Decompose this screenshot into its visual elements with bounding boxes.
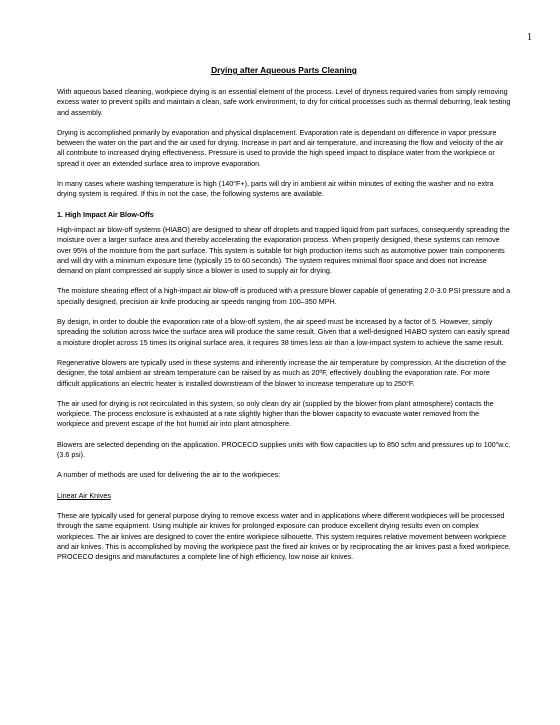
section-paragraph: The air used for drying is not recirculated in this system, so only clean dry air (supplied by the blower from plant atmosphere) contacts the workpiece. The process enclosure is exhausted at a rate slightly higher than the blower capacity to evacuate water removed from the workpiece and prevent escape of the hot humid air into plant atmosphere. — [57, 398, 494, 429]
section-paragraph: These are typically used for general purpose drying to remove excess water and in applications where different workpieces will be processed through the same equipment. Using multiple air knives for prolonged exposure can produce excellent drying results even on complex workpieces. The air knives are designed to cover the entire workpiece silhouette. This system requires relative movement between workpiece and air knives. This is accomplished by moving the workpiece past the fixed air knives or by reciprocating the air knives past a fixed workpiece. PROCECO designs and manufactures a complete line of high efficiency, low noise air knives. — [57, 510, 511, 562]
intro-paragraph: With aqueous based cleaning, workpiece drying is an essential element of the process. Level of dryness required varies from simply removing excess water to prevent spills and maintain a clean, safe work environment, to dry for critical processes such as thermal deburring, leak testing and assembly. — [57, 87, 511, 117]
intro-paragraph: In many cases where washing temperature is high (140°F+), parts will dry in ambient air within minutes of exiting the washer and no extra drying system is required. If this in not the case, the following systems are available. — [57, 179, 494, 199]
section-paragraph: The moisture shearing effect of a high-impact air blow-off is produced with a pressure blower capable of generating 2.0-3.0 PSI pressure and a specially designed, precision air knife producing air speeds ranging from 100–350 MPH. — [57, 286, 511, 306]
intro-paragraph: Drying is accomplished primarily by evaporation and physical displacement. Evaporation rate is dependant on difference in vapor pressure between the water on the part and the air used for drying. Increase in part and air temperature, and increasing the flow and velocity of the air all contribute to increased drying effectiveness. Pressure is used to provide the high speed impact to displace water from the workpiece or spread it over an extended surface area to improve evaporation. — [57, 127, 504, 168]
document-title: Drying after Aqueous Parts Cleaning — [211, 65, 357, 75]
page-number: 1 — [527, 32, 532, 43]
section-paragraph: By design, in order to double the evaporation rate of a blow-off system, the air speed must be increased by a factor of 5. However, simply spreading the solution across twice the surface area will produce the same result. Given that a well-designed HIABO system can easily spread a moisture droplet across 15 times its original surface area, it requires 38 times less air than a low-impact system to achieve the same result. — [57, 317, 510, 347]
section-paragraph: Regenerative blowers are typically used in these systems and inherently increase the air temperature by compression. At the discretion of the designer, the total ambient air stream temperature can be raised by as much as 20ºF, effectively doubling the evaporation rate. For more difficult applications an electric heater is installed downstream of the blower to increase temperature up to 250°F. — [57, 357, 507, 388]
section-heading-high-impact-air-blow-offs: 1. High Impact Air Blow-Offs — [57, 209, 154, 219]
subheading-linear-air-knives: Linear Air Knives — [57, 490, 111, 500]
section-paragraph: High-impact air blow-off systems (HIABO) are designed to shear off droplets and trapped liquid from part surfaces, consequently spreading the moisture over a larger surface area and thereby accelerating the evaporation process. When properly designed, these systems can remove over 95% of the moisture from the part surface. This system is suitable for high production items such as automotive power train components and will dry with a minimum exposure time (typically 15 to 60 seconds). The system requires minimal floor space and does not increase demand on plant compressed air supply since a blower is used to supply air for drying. — [57, 224, 510, 276]
section-paragraph: A number of methods are used for delivering the air to the workpieces: — [57, 470, 281, 480]
section-paragraph: Blowers are selected depending on the application. PROCECO supplies units with flow capacities up to 850 scfm and pressures up to 100"w.c. (3.6 psi). — [57, 439, 511, 460]
document-body — [57, 65, 511, 572]
